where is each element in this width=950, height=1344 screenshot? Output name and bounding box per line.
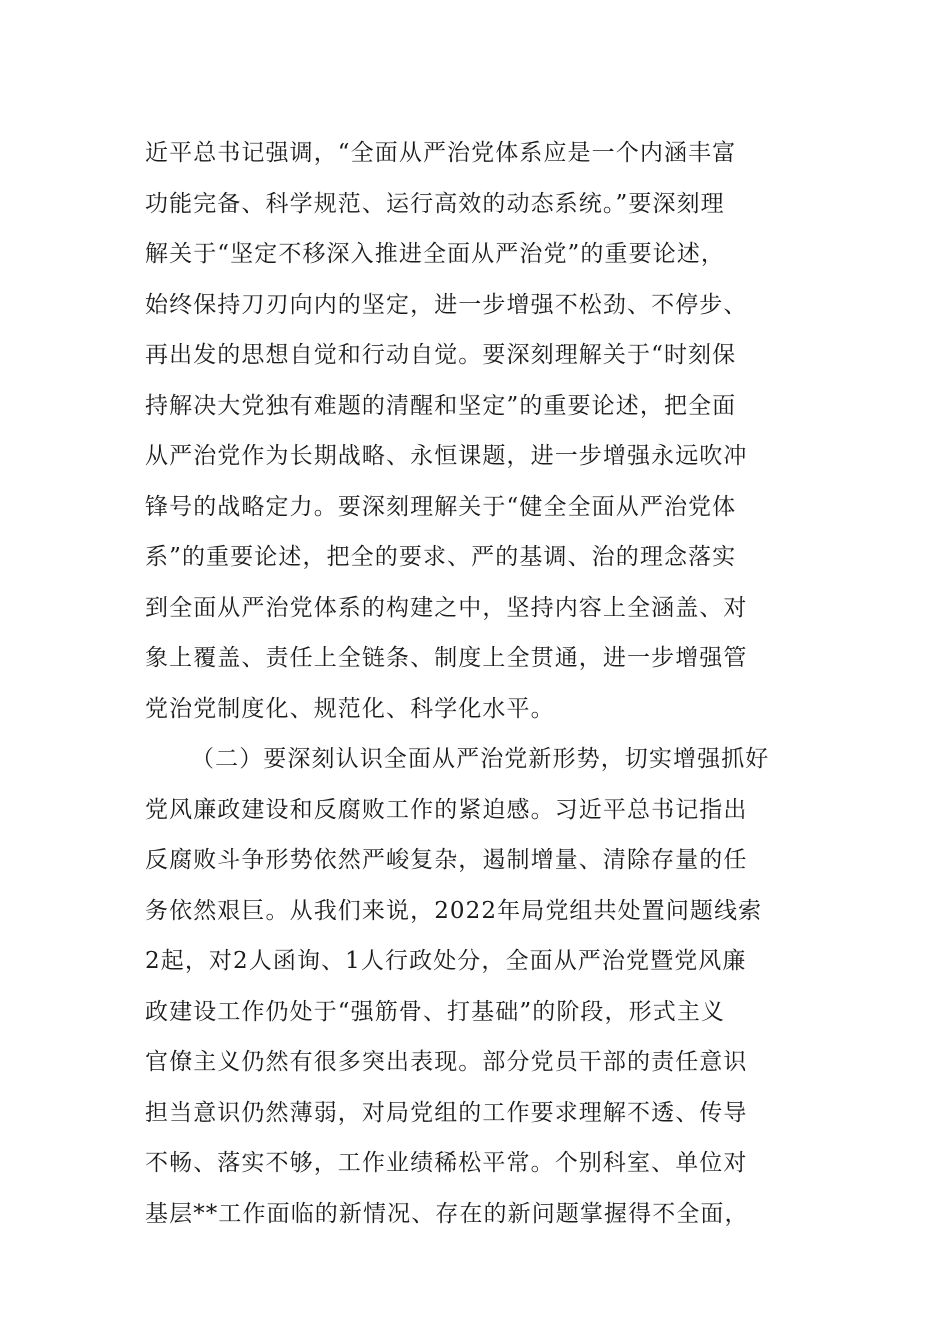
text-line: 持解决大党独有难题的清醒和坚定”的重要论述，把全面 [145,392,737,419]
body-text [145,128,815,1239]
text-line: 担当意识仍然薄弱，对局党组的工作要求理解不透、传导 [145,1099,748,1126]
text-line: 基层**工作面临的新情况、存在的新问题掌握得不全面， [145,1200,749,1227]
text-line: 不畅、落实不够，工作业绩稀松平常。个别科室、单位对 [145,1150,748,1176]
text-line: 锋号的战略定力。要深刻理解关于“健全全面从严治党体 [145,493,737,520]
text-line: 解关于“坚定不移深入推进全面从严治党”的重要论述， [145,241,726,267]
text-line: 从严治党作为长期战略、永恒课题，进一步增强永远吹冲 [145,443,748,469]
text-line: 2起，对2人函询、1人行政处分，全面从严治党暨党风廉 [145,948,747,974]
text-line: 近平总书记强调，“全面从严治党体系应是一个内涵丰富 [145,140,737,166]
text-line: 到全面从严治党体系的构建之中，坚持内容上全涵盖、对 [145,594,748,621]
text-line: 系”的重要论述，把全的要求、严的基调、治的理念落实 [145,544,737,570]
text-line: 官僚主义仍然有很多突出表现。部分党员干部的责任意识 [145,1049,748,1075]
text-line: 务依然艰巨。从我们来说，2022年局党组共处置问题线索 [145,897,763,924]
section-heading-line: （二）要深刻认识全面从严治党新形势，切实增强抓好 [191,746,770,772]
text-line: 政建设工作仍处于“强筋骨、打基础”的阶段，形式主义 [145,998,726,1025]
text-line: 始终保持刀刃向内的坚定，进一步增强不松劲、不停步、 [145,291,748,318]
text-line: 象上覆盖、责任上全链条、制度上全贯通，进一步增强管 [145,645,748,671]
text-line: 反腐败斗争形势依然严峻复杂，遏制增量、清除存量的任 [145,847,748,873]
text-line: 党风廉政建设和反腐败工作的紧迫感。习近平总书记指出 [145,796,748,823]
text-line: 功能完备、科学规范、运行高效的动态系统。”要深刻理 [145,190,725,217]
text-line: 党治党制度化、规范化、科学化水平。 [145,695,555,722]
text-line: 再出发的思想自觉和行动自觉。要深刻理解关于“时刻保 [145,342,737,368]
